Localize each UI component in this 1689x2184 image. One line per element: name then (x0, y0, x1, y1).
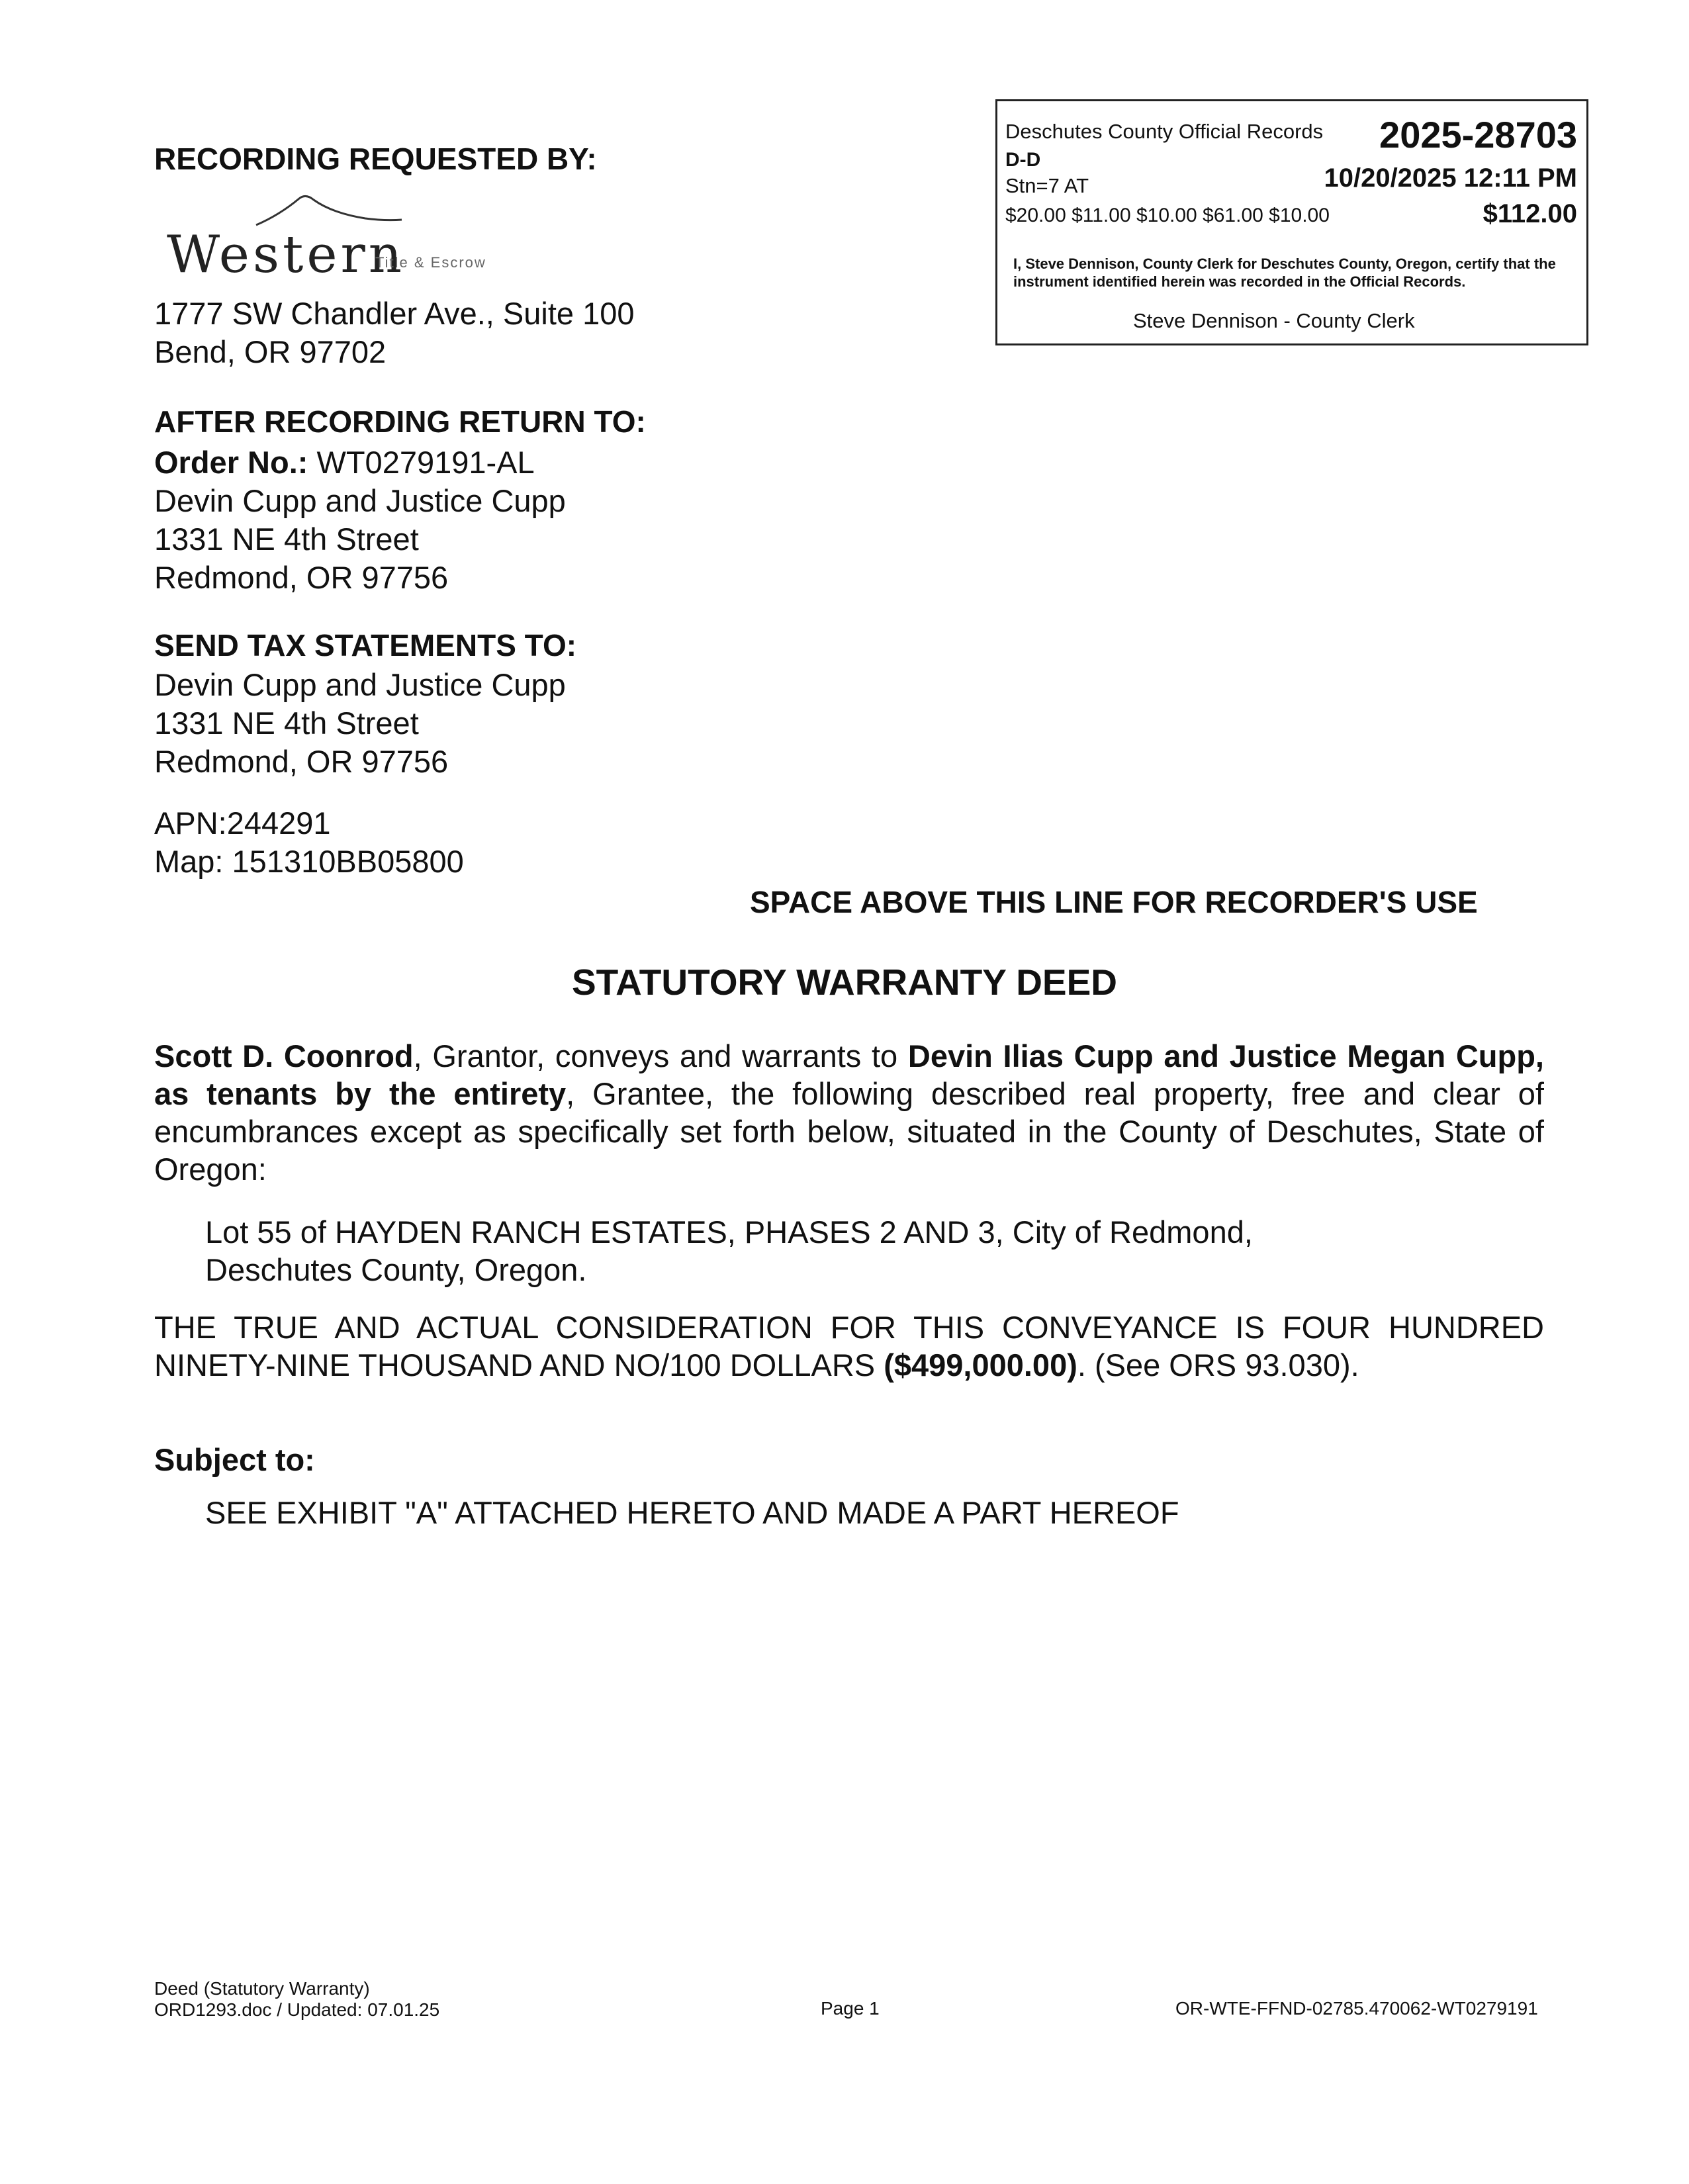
recorder-clerk: Steve Dennison - County Clerk (1133, 309, 1415, 332)
grantor-name: Scott D. Coonrod (154, 1038, 414, 1073)
conveyance-text: , Grantee, the following described real property, free and clear of encumbrances except as specifically set forth below, situated in the County of Deschutes, State of Oregon: (154, 1076, 1544, 1187)
recorder-datetime: 10/20/2025 12:11 PM (1324, 163, 1577, 193)
order-label: Order No.: (154, 445, 308, 480)
address-line: 1777 SW Chandler Ave., Suite 100 (154, 296, 635, 331)
consideration-text: THE TRUE AND ACTUAL CONSIDERATION FOR THIS CONVEYANCE IS FOUR HUNDRED NINETY-NINE THOUSAND AND NO/100 DOLLARS (154, 1310, 1544, 1383)
tax-statements-heading: SEND TAX STATEMENTS TO: (154, 628, 577, 662)
footer-reference-code: OR-WTE-FFND-02785.470062-WT0279191 (1175, 1998, 1538, 2019)
consideration-text: . (See ORS 93.030). (1077, 1347, 1359, 1383)
recorder-county: Deschutes County Official Records (1005, 120, 1324, 143)
conveyance-paragraph (154, 1037, 1544, 1188)
tax-address (154, 666, 566, 781)
requester-address (154, 295, 635, 371)
parcel-info (154, 804, 464, 881)
recorder-doc-number: 2025-28703 (1379, 114, 1577, 156)
address-line: 1331 NE 4th Street (154, 705, 419, 741)
order-number (154, 443, 535, 482)
order-value: WT0279191-AL (316, 445, 535, 480)
consideration-amount: ($499,000.00) (884, 1347, 1077, 1383)
legal-line: Lot 55 of HAYDEN RANCH ESTATES, PHASES 2 AND 3, City of Redmond, (205, 1214, 1253, 1250)
footer-form-info (154, 1978, 439, 2021)
address-line: 1331 NE 4th Street (154, 522, 419, 557)
map-number: Map: 151310BB05800 (154, 844, 464, 879)
recorder-station: Stn=7 AT (1005, 174, 1089, 197)
legal-description (205, 1213, 1529, 1289)
address-line: Devin Cupp and Justice Cupp (154, 483, 566, 518)
consideration-paragraph (154, 1308, 1544, 1384)
footer-form-name: Deed (Statutory Warranty) (154, 1978, 370, 1999)
subject-to-heading: Subject to: (154, 1442, 315, 1477)
conveyance-text: , Grantor, conveys and warrants to (413, 1038, 908, 1073)
address-line: Bend, OR 97702 (154, 334, 387, 369)
logo-subtitle: Title & Escrow (375, 254, 486, 271)
recorder-fees: $20.00 $11.00 $10.00 $61.00 $10.00 (1005, 205, 1330, 226)
return-address (154, 482, 566, 597)
address-line: Devin Cupp and Justice Cupp (154, 667, 566, 702)
after-recording-heading: AFTER RECORDING RETURN TO: (154, 404, 646, 439)
western-logo (167, 185, 551, 285)
logo-name: Western (167, 225, 406, 285)
document-title: STATUTORY WARRANTY DEED (571, 962, 1118, 1003)
footer-form-version: ORD1293.doc / Updated: 07.01.25 (154, 1999, 440, 2020)
recording-requested-heading: RECORDING REQUESTED BY: (154, 142, 597, 176)
recorder-doc-type: D-D (1005, 149, 1041, 171)
legal-line: Deschutes County, Oregon. (205, 1252, 587, 1287)
recorder-stamp-box (995, 99, 1588, 345)
address-line: Redmond, OR 97756 (154, 560, 449, 595)
address-line: Redmond, OR 97756 (154, 744, 449, 779)
recorder-certification: I, Steve Dennison, County Clerk for Deschutes County, Oregon, certify that the instrument identified herein was recorded in the Official Records. (1013, 255, 1556, 290)
grantee-name: Devin Ilias Cupp and Justice Megan Cupp, as tenants by the entirety (154, 1038, 1544, 1111)
exhibit-reference: SEE EXHIBIT "A" ATTACHED HERETO AND MADE A PART HEREOF (205, 1495, 1179, 1530)
apn: APN:244291 (154, 805, 331, 841)
recorder-total: $112.00 (1483, 199, 1577, 228)
space-above-line-note: SPACE ABOVE THIS LINE FOR RECORDER'S USE (750, 885, 1478, 919)
footer-page-number: Page 1 (821, 1998, 880, 2019)
